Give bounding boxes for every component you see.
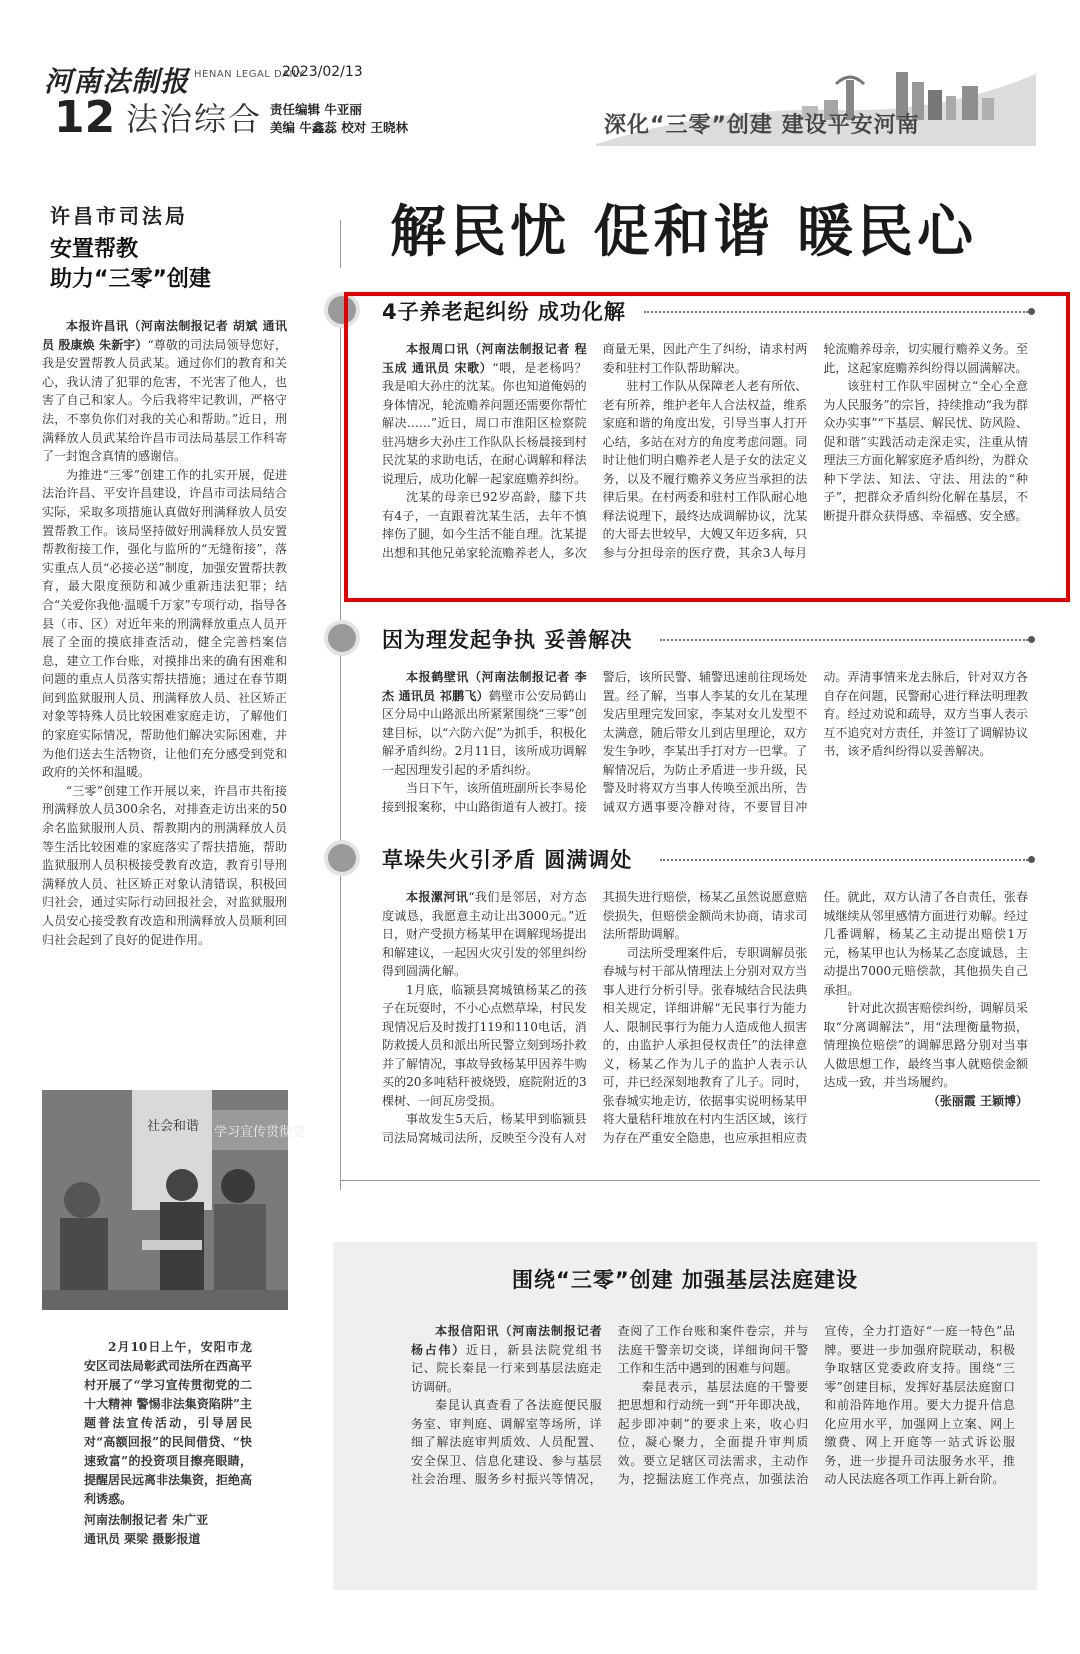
left-article [42,200,287,949]
byline: （河南法制报记者 李杰 通讯员 祁鹏飞） [382,670,587,703]
issue-date: 2023/02/13 [282,64,363,80]
caption-credit [84,1511,252,1549]
paragraph [382,888,587,981]
paragraph-text: “喂，是老杨吗？我是咱大孙庄的沈某。你也知道俺妈的身体情况，轮流赡养问题还需要你帮忙解决……”近日，周口市淮阳区检察院驻冯塘乡大孙庄工作队队长杨晨接到村民沈某的求助电话，在耐心调解和释法说理后，成功化解一起家庭赡养纠纷。 [382,360,587,486]
article-title: 因为理发起争执 妥善解决 [382,628,633,652]
paragraph-text: “尊敬的司法局领导您好，我是安置帮教人员武某。通过你们的教育和关心，我认清了犯罪的危害，不光害了他人，也害了自己和家人。今后我将牢记教训，严格守法，不辜负你们对我的关心和帮助。”近日，刑满释放人员武某给许昌市司法局基层工作科寄了一封饱含真情的感谢信。 [42,337,287,464]
paper-logo: 河南法制报 [44,65,190,98]
paragraph: 秦昆表示，基层法庭的干警要把思想和行动统一到“开年即决战，起步即冲刺”的要求上来，收心归位，凝心聚力，全面提升审判质效。要立足辖区司法需求，主动作为，挖掘法庭工作亮点，加强法治宣传，全力打造好“一庭一特色”品牌。要进一步加强府院联动，积极争取辖区党委政府支持。围绕“三零”创建目标，发挥好基层法庭窗口和前沿阵地作用。要大力提升信息化应用水平，加强网上立案、网上缴费、网上开庭等一站式诉讼服务，进一步提升司法服务水平，推动人民法庭各项工作再上新台阶。 [617,1324,1015,1486]
paragraph: 司法所受理案件后，专职调解员张春城与村干部从情理法上分别对双方当事人进行分析引导。张春城结合民法典相关规定，详细讲解“无民事行为能力人、限制民事行为能力人造成他人损害的，由监护人承担侵权责任”的法律意义，杨某乙作为儿子的监护人表示认可，并已经深刻地教育了儿子。同时，张春城实地走访，依据事实说明杨某甲将大量秸秆堆放在村内生活区域，该行为存在严重安全隐患，也应承担相应责任。就此，双方认清了各自责任，张春城继续从邻里感情方面进行劝解。经过几番调解，杨某乙主动提出赔偿1万元，杨某甲也认为杨某乙态度诚恳，主动提出7000元赔偿款，其他损失自己承担。 [602,890,1028,1145]
art-proof-line: 美编 牛鑫蕊 校对 王晓林 [270,120,409,135]
paragraph [42,317,287,466]
article-title: 草垛失火引矛盾 圆满调处 [382,848,633,872]
paragraph: 为推进“三零”创建工作的扎实开展，促进法治许昌、平安许昌建设，许昌市司法局结合实际，采取多项措施认真做好刑满释放人员安置帮教工作。该局坚持做好刑满释放人员安置帮教衔接工作，强化与监所的“无缝衔接”，落实重点人员“必接必送”制度，加强安置帮扶教育，最大限度预防和减少重新违法犯罪；结合“关爱你我他·温暖千万家”专项行动，指导各县（市、区）对近年来的刑满释放重点人员开展了全面的摸底排查活动，健全完善档案信息，建立工作台账，对摸排出来的确有困难和问题的重点人员落实帮扶措施；通过在春节期间到监狱服刑人员、刑满释放人员、社区矫正对象等特殊人员比较困难家庭走访，了解他们的家庭实际情况，帮助他们解决实际困难，并为他们送去生活物资，让他们充分感受到党和政府的关怀和温暖。 [42,467,287,780]
court-article-body [411,1322,1015,1572]
editor-line: 责任编辑 牛亚丽 [270,102,362,117]
timeline-line [340,322,341,1190]
news-photo [42,1090,306,1310]
paragraph-text: 鹤壁市公安局鹤山区分局中山路派出所紧紧围绕“三零”创建目标，以“六防六促”为抓手，积极化解矛盾纠纷。2月11日，该所成功调解一起因理发引起的矛盾纠纷。 [382,688,587,777]
paragraph [382,668,587,779]
title-dotted-rule [660,859,1028,861]
editor-credits [270,101,408,137]
paper-name-en: HENAN LEGAL DAILY [194,69,305,80]
dot-end-icon [1028,636,1035,643]
byline: （河南法制报记者 程玉成 通讯员 宋歌） [382,342,587,375]
highlight-box [344,292,1070,602]
article-haircut-dispute [342,624,1042,824]
court-article-title: 围绕“三零”创建 加强基层法庭建设 [512,1268,858,1292]
court-article [333,1242,1037,1590]
timeline-line [340,220,341,268]
article-signature: （张丽霞 王颖博） [927,1093,1028,1108]
dateline: 本报漯河讯 [406,890,469,904]
article-bullet-icon [328,844,356,872]
left-kicker: 许昌市司法局 [50,204,188,228]
byline: （河南法制报记者 胡斌 通讯员 殷康焕 朱新宇） [42,319,287,352]
dateline: 本报周口讯 [406,342,470,356]
paragraph: 沈某的母亲已92岁高龄，膝下共有4子，一直跟着沈某生活，去年不慎摔伤了腿，如今生活不能自理。沈某提出想和其他兄弟家轮流赡养老人，多次商量无果，因此产生了纠纷，请求村两委和驻村工作队帮助解决。 [382,342,808,560]
banner-slogan: 深化“三零”创建 建设平安河南 [604,113,920,138]
paragraph: 该驻村工作队牢固树立“全心全意为人民服务”的宗旨，持续推动“我为群众办实事”“下基层、解民忧、防风险、促和谐”实践活动走深走实，注重从情理法三方面化解家庭矛盾纠纷，为群众种下学法、知法、守法、用法的“种子”，把群众矛盾纠纷化解在基层，不断提升群众获得感、幸福感、安全感。 [823,379,1028,523]
paragraph: “三零”创建工作开展以来，许昌市共衔接刑满释放人员300余名，对排查走访出来的50余名监狱服刑人员、帮教期内的刑满释放人员等生活比较困难的家庭落实了帮扶措施，帮助监狱服刑人员积极接受教育改造，教育引导刑满释放人员、社区矫正对象认清错误，积极回归社会，通过实际行动回报社会，对监狱服刑人员安心接受教育改造和刑满释放人员顺利回归社会起到了良好的促进作用。 [42,783,287,947]
caption-credit-line2: 通讯员 栗梁 摄影报道 [84,1532,201,1546]
left-headline-line2: 助力“三零”创建 [50,267,211,292]
paragraph-text: “我们是邻居，对方态度诚恳，我愿意主动让出3000元。”近日，财产受损方杨某甲在调解现场提出和解建议，一起因火灾引发的邻里纠纷得到圆满化解。 [382,890,587,978]
main-headline: 解民忧 促和谐 暖民心 [390,200,977,265]
paragraph: 针对此次损害赔偿纠纷，调解员采取“分离调解法”，用“法理衡量物损，情理换位赔偿”的调解思路分别对当事人做思想工作，最终当事人就赔偿金额达成一致，并当场履约。 [823,1001,1028,1089]
article-bullet-icon [328,624,356,652]
paragraph: 驻村工作队从保障老人老有所依、老有所养，维护老年人合法权益，维系家庭和谐的角度出发，引导当事人打开心结，多站在对方的角度考虑问题。同时让他们明白赡养老人是子女的法定义务，以及不履行赡养义务应当承担的法律后果。在村两委和驻村工作队耐心地释法说理下，最终达成调解协议，沈某的大哥去世较早，大嫂又年迈多病，只参与分担母亲的医疗费，其余3人每月轮流赡养母亲，切实履行赡养义务。至此，这起家庭赡养纠纷得以圆满解决。 [602,342,1028,560]
paragraph [411,1322,602,1396]
slogan-banner [596,66,1036,146]
caption-credit-line1: 河南法制报记者 朱广亚 [84,1513,209,1527]
photo-banner-text: 学习宣传贯彻党 [214,1125,306,1140]
byline: （河南法制报记者 杨占伟） [411,1324,602,1357]
caption-text: 2月10日上午，安阳市龙安区司法局彰武司法所在西高平村开展了“学习宣传贯彻党的二十大精神 警惕非法集资陷阱”主题普法宣传活动，引导居民对“高额回报”的民间借贷、“快速致富”的投资项目擦亮眼睛，提醒居民远离非法集资，拒绝高利诱惑。 [84,1340,253,1506]
dateline: 本报鹤壁讯 [406,670,470,684]
paragraph: 1月底，临颍县窝城镇杨某乙的孩子在玩耍时，不小心点燃草垛，村民发现情况后及时拨打119和110电话，消防救援人员和派出所民警立刻到场扑救并了解情况，事故导致杨某甲因养牛购买的20多吨秸秆被烧毁，庭院附近的3棵树、一间瓦房受损。 [382,982,587,1108]
paragraph: 秦昆认真查看了各法庭便民服务室、审判庭、调解室等场所，详细了解法庭审判质效、人员配置、安全保卫、信息化建设、参与基层社会治理、服务乡村振兴等情况，查阅了工作台账和案件卷宗，并与法庭干警亲切交谈，详细询问干警工作和生活中遇到的困难与问题。 [411,1324,809,1486]
article-body [382,668,1028,818]
paragraph-text: 近日，新县法院党组书记、院长秦昆一行来到基层法庭走访调研。 [411,1342,602,1394]
title-dotted-rule [660,639,1028,641]
photo-caption [84,1338,252,1549]
page-number: 12 [54,92,116,143]
dot-end-icon [1028,856,1035,863]
photo-illustration [42,1090,306,1310]
section-name: 法治综合 [126,100,263,138]
article-title: 4子养老起纠纷 成功化解 [382,300,626,324]
paragraph: 当日下午，该所值班副所长李易伦接到报案称，中山路街道有人被打。接警后，该所民警、辅警迅速前往现场处置。经了解，当事人李某的女儿在某理发店里理完发回家，李某对女儿发型不太满意，随后带女儿到店里理论，双方发生争吵，李某出手打对方一巴掌。了解情况后，为防止矛盾进一步升级，民警及时将双方当事人传唤至派出所，告诫双方遇事要冷静对待，不要冒目冲动。弄清事情来龙去脉后，针对双方各自存在问题，民警耐心进行释法明理教育。经过劝说和疏导，双方当事人表示互不追究对方责任，并签订了调解协议书，该矛盾纠纷得以妥善解决。 [382,670,1028,814]
timeline-divider [340,1180,1040,1181]
article-body [382,888,1028,1168]
dateline: 本报信阳讯 [435,1324,500,1338]
left-headline [50,235,287,295]
left-headline-line1: 安置帮教 [50,237,139,262]
paragraph: 事故发生5天后，杨某甲到临颍县司法局窝城司法所，反映至今没有人对其损失进行赔偿，杨某乙虽然说愿意赔偿损失，但赔偿金额尚未协商，请求司法所帮助调解。 [382,890,808,1145]
article-haystack-fire [342,844,1042,1174]
left-article-body [42,317,287,949]
photo-sign-text: 社会和谐 [147,1119,200,1134]
dateline: 本报许昌讯 [66,319,129,333]
